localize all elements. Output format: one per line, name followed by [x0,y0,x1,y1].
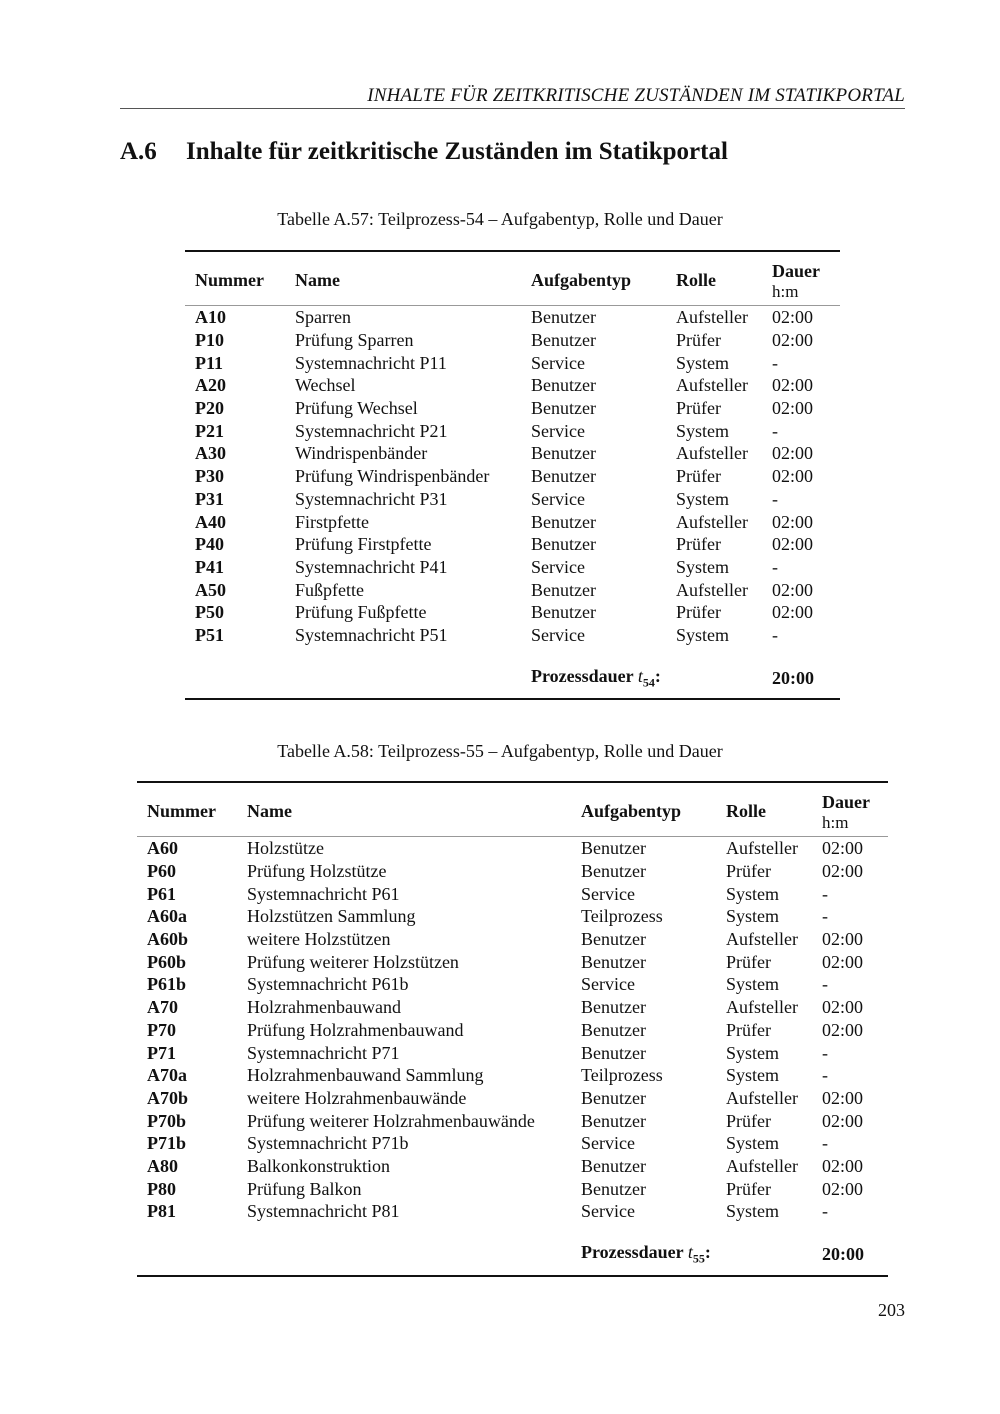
cell-aufgabentyp: Service [531,352,585,373]
dauer-label: Dauer [822,791,870,812]
cell-aufgabentyp: Benutzer [531,511,596,532]
cell-rolle: Aufsteller [726,1087,798,1108]
col-header-nummer: Nummer [185,251,285,306]
cell-rolle: System [676,624,730,645]
cell-nummer: A80 [147,1155,178,1176]
table-row [137,928,888,951]
cell-rolle: Prüfer [726,861,771,882]
cell-aufgabentyp: Benutzer [581,1087,646,1108]
cell-nummer: P10 [195,330,224,351]
table-row [185,601,840,624]
cell-name: Prüfung Holzrahmenbauwand [247,1019,464,1040]
cell-aufgabentyp: Benutzer [581,838,646,859]
cell-name: Systemnachricht P71 [247,1042,400,1063]
cell-rolle: System [726,906,780,927]
cell-aufgabentyp: Service [531,488,585,509]
section-title: Inhalte für zeitkritische Zuständen im Statikportal [186,138,728,165]
running-header: INHALTE FÜR ZEITKRITISCHE ZUSTÄNDEN IM STATIKPORTAL [367,85,905,106]
cell-name: Systemnachricht P61b [247,974,409,995]
table-row [137,882,888,905]
cell-name: Prüfung weiterer Holzstützen [247,951,459,972]
col-header-name: Name [285,251,521,306]
dauer-label: Dauer [772,260,820,281]
cell-name: Holzrahmenbauwand Sammlung [247,1065,484,1086]
cell-rolle: System [726,883,780,904]
cell-nummer: P80 [147,1178,176,1199]
table-row [185,533,840,556]
cell-dauer: - [822,883,828,904]
cell-rolle: System [726,1133,780,1154]
table1-caption: Tabelle A.57: Teilprozess-54 – Aufgabentyp, Rolle und Dauer [277,209,723,229]
col-header-rolle: Rolle [716,782,812,837]
cell-dauer: 02:00 [772,307,814,328]
cell-dauer: 02:00 [822,1178,864,1199]
cell-name: Wechsel [295,375,356,396]
cell-aufgabentyp: Benutzer [581,951,646,972]
table-row [137,1087,888,1110]
table-row [137,1064,888,1087]
cell-nummer: P70 [147,1019,176,1040]
col-header-name: Name [237,782,571,837]
cell-aufgabentyp: Benutzer [531,534,596,555]
cell-dauer: - [822,906,828,927]
table2-body [137,837,888,1223]
cell-name: Fußpfette [295,579,364,600]
table-row [185,556,840,579]
cell-dauer: 02:00 [822,1155,864,1176]
cell-nummer: P61 [147,883,176,904]
table-row [185,306,840,329]
cell-dauer: - [822,1201,828,1222]
cell-aufgabentyp: Benutzer [531,579,596,600]
table-row [137,905,888,928]
cell-name: Systemnachricht P31 [295,488,448,509]
cell-nummer: P50 [195,602,224,623]
cell-name: Prüfung Sparren [295,330,414,351]
cell-aufgabentyp: Service [581,1201,635,1222]
cell-nummer: P71 [147,1042,176,1063]
total-value: 20:00 [812,1223,888,1276]
table-teilprozess-54 [185,250,840,700]
cell-dauer: 02:00 [822,1087,864,1108]
cell-rolle: Aufsteller [676,579,748,600]
cell-aufgabentyp: Benutzer [581,929,646,950]
cell-nummer: P20 [195,398,224,419]
table-row [185,374,840,397]
cell-rolle: Aufsteller [726,929,798,950]
table-row [137,1200,888,1223]
cell-name: Systemnachricht P11 [295,352,447,373]
cell-rolle: Prüfer [676,330,721,351]
cell-dauer: 02:00 [772,579,814,600]
cell-rolle: Aufsteller [726,1155,798,1176]
cell-name: Prüfung Balkon [247,1178,362,1199]
cell-nummer: P81 [147,1201,176,1222]
cell-rolle: Aufsteller [676,375,748,396]
cell-aufgabentyp: Benutzer [581,861,646,882]
cell-aufgabentyp: Service [531,556,585,577]
cell-dauer: - [822,1065,828,1086]
cell-name: weitere Holzrahmenbauwände [247,1087,467,1108]
cell-dauer: 02:00 [772,443,814,464]
cell-dauer: 02:00 [822,861,864,882]
table2-caption: Tabelle A.58: Teilprozess-55 – Aufgabentyp, Rolle und Dauer [277,741,723,761]
cell-name: Prüfung Wechsel [295,398,418,419]
cell-rolle: System [726,1065,780,1086]
total-label: Prozessdauer $t_{55}$: [571,1223,812,1276]
cell-aufgabentyp: Service [581,974,635,995]
cell-dauer: - [772,488,778,509]
table-row [185,624,840,647]
section-heading [120,138,728,166]
cell-name: Holzstützen Sammlung [247,906,416,927]
cell-dauer: 02:00 [772,375,814,396]
cell-nummer: A60 [147,838,178,859]
cell-dauer: - [772,624,778,645]
cell-name: Balkonkonstruktion [247,1155,390,1176]
cell-nummer: P51 [195,624,224,645]
cell-nummer: A60a [147,906,187,927]
cell-aufgabentyp: Benutzer [581,997,646,1018]
table-row [185,397,840,420]
cell-dauer: 02:00 [822,1110,864,1131]
table-row [185,419,840,442]
cell-aufgabentyp: Benutzer [581,1178,646,1199]
cell-nummer: A70 [147,997,178,1018]
cell-rolle: System [726,1042,780,1063]
table-row [137,860,888,883]
col-header-nummer: Nummer [137,782,237,837]
table-row [137,1155,888,1178]
cell-name: Windrispenbänder [295,443,428,464]
cell-aufgabentyp: Service [531,624,585,645]
cell-aufgabentyp: Benutzer [531,375,596,396]
cell-rolle: Prüfer [676,534,721,555]
table-row [137,837,888,860]
cell-nummer: P21 [195,420,224,441]
cell-aufgabentyp: Benutzer [581,1155,646,1176]
cell-name: Systemnachricht P81 [247,1201,400,1222]
cell-dauer: - [772,420,778,441]
cell-nummer: A70b [147,1087,189,1108]
cell-dauer: 02:00 [772,511,814,532]
table-row [185,442,840,465]
dauer-unit: h:m [822,812,849,832]
col-header-dauer [762,251,840,306]
page-number: 203 [878,1300,905,1320]
cell-aufgabentyp: Benutzer [531,466,596,487]
cell-nummer: P40 [195,534,224,555]
table-row [137,1132,888,1155]
cell-nummer: P61b [147,974,187,995]
cell-aufgabentyp: Service [581,883,635,904]
cell-dauer: 02:00 [772,534,814,555]
cell-nummer: P71b [147,1133,187,1154]
cell-rolle: Prüfer [726,1019,771,1040]
cell-dauer: 02:00 [822,1019,864,1040]
cell-aufgabentyp: Teilprozess [581,1065,663,1086]
cell-rolle: Aufsteller [676,307,748,328]
cell-nummer: A70a [147,1065,187,1086]
cell-dauer: - [772,352,778,373]
table-row [137,973,888,996]
cell-name: weitere Holzstützen [247,929,391,950]
cell-name: Prüfung weiterer Holzrahmenbauwände [247,1110,535,1131]
cell-rolle: System [726,1201,780,1222]
cell-nummer: A30 [195,443,226,464]
cell-nummer: A20 [195,375,226,396]
cell-aufgabentyp: Benutzer [581,1042,646,1063]
col-header-aufgabentyp: Aufgabentyp [571,782,716,837]
cell-dauer: 02:00 [772,602,814,623]
table-teilprozess-55 [137,781,888,1277]
cell-name: Systemnachricht P61 [247,883,400,904]
cell-nummer: P41 [195,556,224,577]
table-row [185,578,840,601]
cell-rolle: Prüfer [726,1178,771,1199]
col-header-aufgabentyp: Aufgabentyp [521,251,666,306]
table-row [185,329,840,352]
cell-rolle: Prüfer [676,602,721,623]
cell-dauer: 02:00 [822,951,864,972]
table-row [185,351,840,374]
cell-dauer: 02:00 [772,398,814,419]
cell-dauer: 02:00 [772,466,814,487]
table-row [137,1109,888,1132]
total-value: 20:00 [762,646,840,699]
cell-dauer: 02:00 [822,997,864,1018]
cell-rolle: System [676,488,730,509]
cell-nummer: P70b [147,1110,187,1131]
cell-name: Prüfung Fußpfette [295,602,427,623]
cell-dauer: - [822,1133,828,1154]
cell-name: Holzrahmenbauwand [247,997,401,1018]
cell-name: Prüfung Firstpfette [295,534,432,555]
cell-rolle: Prüfer [676,466,721,487]
cell-aufgabentyp: Teilprozess [581,906,663,927]
table-row [137,996,888,1019]
cell-rolle: Prüfer [726,1110,771,1131]
cell-nummer: P60b [147,951,187,972]
table-row [185,465,840,488]
table-row [185,510,840,533]
cell-name: Prüfung Holzstütze [247,861,387,882]
cell-rolle: System [676,556,730,577]
dauer-unit: h:m [772,281,799,301]
cell-aufgabentyp: Benutzer [531,398,596,419]
cell-aufgabentyp: Benutzer [581,1110,646,1131]
total-label: Prozessdauer $t_{54}$: [521,646,762,699]
cell-dauer: - [772,556,778,577]
cell-nummer: A40 [195,511,226,532]
cell-nummer: P60 [147,861,176,882]
cell-nummer: P31 [195,488,224,509]
cell-rolle: System [676,420,730,441]
cell-name: Holzstütze [247,838,324,859]
cell-aufgabentyp: Benutzer [531,443,596,464]
table-row [137,950,888,973]
cell-dauer: - [822,1042,828,1063]
cell-rolle: Prüfer [676,398,721,419]
cell-rolle: Aufsteller [726,997,798,1018]
cell-rolle: Aufsteller [676,511,748,532]
cell-name: Sparren [295,307,351,328]
table-row [137,1041,888,1064]
cell-aufgabentyp: Benutzer [531,330,596,351]
cell-rolle: System [726,974,780,995]
col-header-rolle: Rolle [666,251,762,306]
cell-aufgabentyp: Benutzer [531,307,596,328]
table-row [137,1019,888,1042]
cell-dauer: 02:00 [822,929,864,950]
cell-rolle: Prüfer [726,951,771,972]
cell-rolle: Aufsteller [726,838,798,859]
cell-aufgabentyp: Benutzer [581,1019,646,1040]
cell-name: Firstpfette [295,511,369,532]
cell-name: Systemnachricht P21 [295,420,448,441]
cell-aufgabentyp: Benutzer [531,602,596,623]
col-header-dauer [812,782,888,837]
section-number: A.6 [120,138,157,165]
cell-rolle: System [676,352,730,373]
cell-name: Prüfung Windrispenbänder [295,466,490,487]
table-row [185,488,840,511]
table1-body [185,306,840,647]
cell-name: Systemnachricht P71b [247,1133,409,1154]
header-rule [120,108,905,109]
cell-aufgabentyp: Service [531,420,585,441]
cell-dauer: - [822,974,828,995]
cell-nummer: P11 [195,352,224,373]
cell-dauer: 02:00 [772,330,814,351]
cell-nummer: A60b [147,929,189,950]
cell-name: Systemnachricht P51 [295,624,448,645]
cell-name: Systemnachricht P41 [295,556,448,577]
cell-nummer: P30 [195,466,224,487]
cell-nummer: A10 [195,307,226,328]
cell-dauer: 02:00 [822,838,864,859]
cell-rolle: Aufsteller [676,443,748,464]
table-row [137,1177,888,1200]
cell-nummer: A50 [195,579,226,600]
cell-aufgabentyp: Service [581,1133,635,1154]
